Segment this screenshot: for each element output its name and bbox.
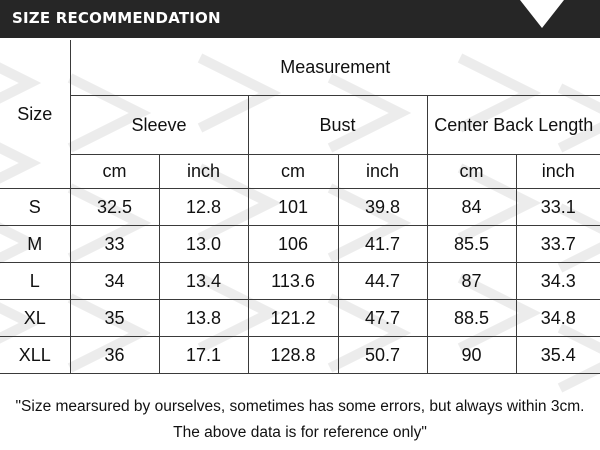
table-cell: 85.5 bbox=[427, 226, 516, 263]
table-cell: 121.2 bbox=[248, 300, 338, 337]
size-label: S bbox=[0, 189, 70, 226]
table-row bbox=[0, 189, 600, 226]
header-banner bbox=[0, 0, 600, 38]
table-cell: 34.3 bbox=[516, 263, 600, 300]
table-row bbox=[0, 300, 600, 337]
table-cell: 36 bbox=[70, 337, 159, 374]
size-disclaimer-note bbox=[0, 394, 600, 446]
table-cell: 13.8 bbox=[159, 300, 248, 337]
unit-header: inch bbox=[159, 155, 248, 189]
chevron-down-icon bbox=[518, 0, 566, 38]
table-cell: 34 bbox=[70, 263, 159, 300]
size-label: L bbox=[0, 263, 70, 300]
table-cell: 88.5 bbox=[427, 300, 516, 337]
note-line-2: The above data is for reference only" bbox=[173, 424, 427, 441]
table-cell: 35 bbox=[70, 300, 159, 337]
header-title: SIZE RECOMMENDATION bbox=[12, 9, 221, 27]
measurement-header: Measurement bbox=[70, 40, 600, 96]
table-cell: 35.4 bbox=[516, 337, 600, 374]
unit-header: inch bbox=[338, 155, 427, 189]
group-header-sleeve: Sleeve bbox=[70, 96, 248, 155]
table-cell: 101 bbox=[248, 189, 338, 226]
size-column-header: Size bbox=[0, 40, 70, 189]
unit-header: cm bbox=[248, 155, 338, 189]
table-row bbox=[0, 263, 600, 300]
table-cell: 47.7 bbox=[338, 300, 427, 337]
group-header-bust: Bust bbox=[248, 96, 427, 155]
unit-header: cm bbox=[70, 155, 159, 189]
table-cell: 39.8 bbox=[338, 189, 427, 226]
table-cell: 113.6 bbox=[248, 263, 338, 300]
size-label: XL bbox=[0, 300, 70, 337]
size-label: M bbox=[0, 226, 70, 263]
table-row bbox=[0, 337, 600, 374]
size-table bbox=[0, 40, 600, 374]
table-cell: 106 bbox=[248, 226, 338, 263]
table-cell: 17.1 bbox=[159, 337, 248, 374]
table-cell: 33.1 bbox=[516, 189, 600, 226]
table-cell: 34.8 bbox=[516, 300, 600, 337]
table-cell: 84 bbox=[427, 189, 516, 226]
table-cell: 13.0 bbox=[159, 226, 248, 263]
table-cell: 13.4 bbox=[159, 263, 248, 300]
table-cell: 128.8 bbox=[248, 337, 338, 374]
table-cell: 33.7 bbox=[516, 226, 600, 263]
group-header-center-back-length: Center Back Length bbox=[427, 96, 600, 155]
note-line-1: "Size mearsured by ourselves, sometimes has some errors, but always within 3cm. bbox=[15, 398, 585, 415]
table-cell: 41.7 bbox=[338, 226, 427, 263]
size-label: XLL bbox=[0, 337, 70, 374]
table-cell: 90 bbox=[427, 337, 516, 374]
table-cell: 33 bbox=[70, 226, 159, 263]
table-cell: 50.7 bbox=[338, 337, 427, 374]
table-row bbox=[0, 226, 600, 263]
table-cell: 44.7 bbox=[338, 263, 427, 300]
unit-header: inch bbox=[516, 155, 600, 189]
table-cell: 87 bbox=[427, 263, 516, 300]
unit-header: cm bbox=[427, 155, 516, 189]
table-cell: 12.8 bbox=[159, 189, 248, 226]
table-cell: 32.5 bbox=[70, 189, 159, 226]
